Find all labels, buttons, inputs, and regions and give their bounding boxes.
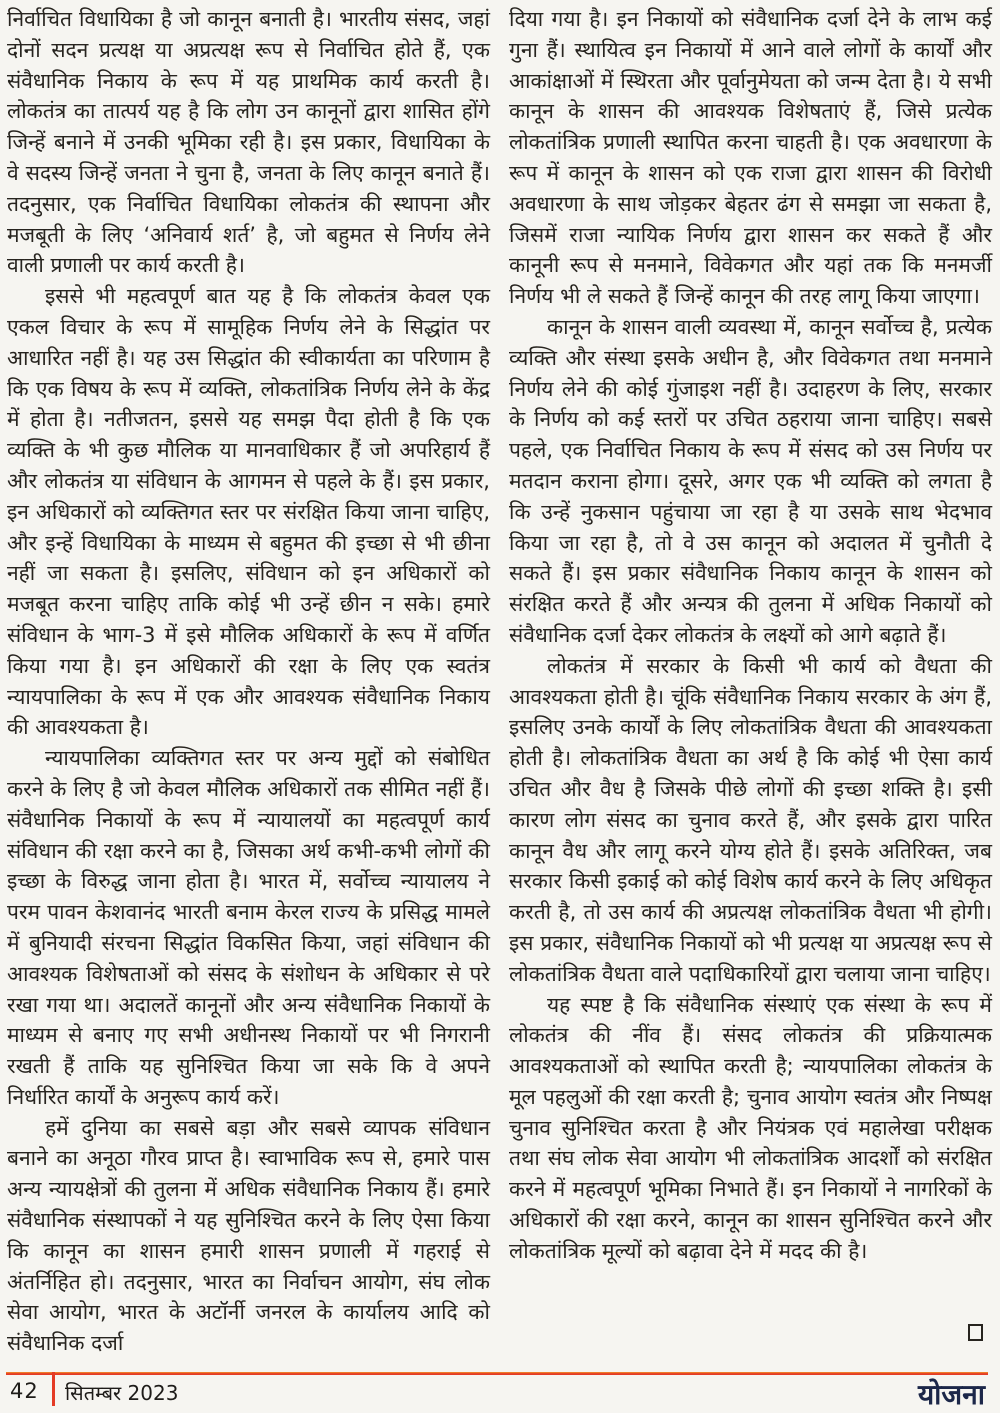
- paragraph: निर्वाचित विधायिका है जो कानून बनाती है। भारतीय संसद, जहां दोनों सदन प्रत्यक्ष या अप्रत्यक्ष रूप से निर्वाचित होते हैं, एक संवैधानिक निकाय के रूप में यह प्राथमिक कार्य करती है। लोकतंत्र का तात्पर्य यह है कि लोग उन कानूनों द्वारा शासित होंगे जिन्हें बनाने में उनकी भूमिका रही है। इस प्रकार, विधायिका के वे सदस्य जिन्हें जनता ने चुना है, जनता के लिए कानून बनाते हैं। तदनुसार, एक निर्वाचित विधायिका लोकतंत्र की स्थापना और मजबूती के लिए ‘अनिवार्य शर्त’ है, जो बहुमत से निर्णय लेने वाली प्रणाली पर कार्य करती है।: [7, 7, 490, 278]
- issue-date: सितम्बर 2023: [65, 1381, 179, 1405]
- paragraph: इससे भी महत्वपूर्ण बात यह है कि लोकतंत्र केवल एक एकल विचार के रूप में सामूहिक निर्णय लेने के सिद्धांत पर आधारित नहीं है। यह उस सिद्धांत की स्वीकार्यता का परिणाम है कि एक विषय के रूप में व्यक्ति, लोकतांत्रिक निर्णय लेने के केंद्र में होता है। नतीजतन, इससे यह समझ पैदा होती है कि एक व्यक्ति के भी कुछ मौलिक या मानवाधिकार हैं जो अपरिहार्य हैं और लोकतंत्र या संविधान के आगमन से पहले के हैं। इस प्रकार, इन अधिकारों को व्यक्तिगत स्तर पर संरक्षित किया जाना चाहिए, और इन्हें विधायिका के माध्यम से बहुमत की इच्छा से भी छीना नहीं जा सकता है। इसलिए, संविधान को इन अधिकारों को मजबूत करना चाहिए ताकि कोई भी उन्हें छीन न सके। हमारे संविधान के भाग-3 में इसे मौलिक अधिकारों के रूप में वर्णित किया गया है। इन अधिकारों की रक्षा के लिए एक स्वतंत्र न्यायपालिका के रूप में एक और आवश्यक संवैधानिक निकाय की आवश्यकता है।: [7, 284, 490, 740]
- paragraph: हमें दुनिया का सबसे बड़ा और सबसे व्यापक संविधान बनाने का अनूठा गौरव प्राप्त है। स्वाभाविक रूप से, हमारे पास अन्य न्यायक्षेत्रों की तुलना में अधिक संवैधानिक निकाय हैं। हमारे संवैधानिक संस्थापकों ने यह सुनिश्चित करने के लिए ऐसा किया कि कानून का शासन हमारी शासन प्रणाली में गहराई से अंतर्निहित हो। तदनुसार, भारत का निर्वाचन आयोग, संघ लोक सेवा आयोग, भारत के अटॉर्नी जनरल के कार्यालय आदि को संवैधानिक दर्जा: [7, 1115, 490, 1356]
- paragraph: लोकतंत्र में सरकार के किसी भी कार्य को वैधता की आवश्यकता होती है। चूंकि संवैधानिक निकाय सरकार के अंग हैं, इसलिए उनके कार्यों के लिए लोकतांत्रिक वैधता की आवश्यकता होती है। लोकतांत्रिक वैधता का अर्थ है कि कोई भी ऐसा कार्य उचित और वैध है जिसके पीछे लोगों की इच्छा शक्ति है। इसी कारण लोग संसद का चुनाव करते हैं, और इसके द्वारा पारित कानून वैध और लागू करने योग्य होते हैं। इसके अतिरिक्त, जब सरकार किसी इकाई को कोई विशेष कार्य करने के लिए अधिकृत करती है, तो उस कार्य की अप्रत्यक्ष लोकतांत्रिक वैधता भी होगी। इस प्रकार, संवैधानिक निकायों को भी प्रत्यक्ष या अप्रत्यक्ष रूप से लोकतांत्रिक वैधता वाले पदाधिकारियों द्वारा चलाया जाना चाहिए।: [509, 653, 992, 986]
- paragraph: दिया गया है। इन निकायों को संवैधानिक दर्जा देने के लाभ कई गुना हैं। स्थायित्व इन निकायों में आने वाले लोगों के कार्यों और आकांक्षाओं में स्थिरता और पूर्वानुमेयता को जन्म देता है। ये सभी कानून के शासन की आवश्यक विशेषताएं हैं, जिसे प्रत्येक लोकतांत्रिक प्रणाली स्थापित करना चाहती है। एक अवधारणा के रूप में कानून के शासन को एक राजा द्वारा शासन की विरोधी अवधारणा के साथ जोड़कर बेहतर ढंग से समझा जा सकता है, जिसमें राजा न्यायिक निर्णय द्वारा शासन कर सकते हैं और कानूनी रूप से मनमाने, विवेकगत और यहां तक कि मनमर्जी निर्णय भी ले सकते हैं जिन्हें कानून की तरह लागू किया जाएगा।: [509, 7, 992, 309]
- footer-left: [10, 1379, 178, 1407]
- footer-vertical-rule: [52, 1372, 55, 1406]
- page-number: 42: [10, 1379, 39, 1403]
- paragraph: यह स्पष्ट है कि संवैधानिक संस्थाएं एक संस्था के रूप में लोकतंत्र की नींव हैं। संसद लोकतंत्र की प्रक्रियात्मक आवश्यकताओं को स्थापित करती है; न्यायपालिका लोकतंत्र के मूल पहलुओं की रक्षा करती है; चुनाव आयोग स्वतंत्र और निष्पक्ष चुनाव सुनिश्चित करता है और नियंत्रक एवं महालेखा परीक्षक तथा संघ लोक सेवा आयोग भी लोकतांत्रिक आदर्शों को संरक्षित करने में महत्वपूर्ण भूमिका निभाते हैं। इन निकायों ने नागरिकों के अधिकारों की रक्षा करने, कानून का शासन सुनिश्चित करने और लोकतांत्रिक मूल्यों को बढ़ावा देने में मदद की है।: [509, 992, 992, 1263]
- article-body: [7, 4, 993, 1359]
- footer-divider-rule: [6, 1372, 988, 1375]
- paragraph: न्यायपालिका व्यक्तिगत स्तर पर अन्य मुद्दों को संबोधित करने के लिए है जो केवल मौलिक अधिकारों तक सीमित नहीं हैं। संवैधानिक निकायों के रूप में न्यायालयों का महत्वपूर्ण कार्य संविधान की रक्षा करने का है, जिसका अर्थ कभी-कभी लोगों की इच्छा के विरुद्ध जाना होता है। भारत में, सर्वोच्च न्यायालय ने परम पावन केशवानंद भारती बनाम केरल राज्य के प्रसिद्ध मामले में बुनियादी संरचना सिद्धांत विकसित किया, जहां संविधान की आवश्यक विशेषताओं को संसद के संशोधन के अधिकार से परे रखा गया था। अदालतें कानूनों और अन्य संवैधानिक निकायों के माध्यम से बनाए गए सभी अधीनस्थ निकायों पर भी निगरानी रखती हैं ताकि यह सुनिश्चित किया जा सके कि वे अपने निर्धारित कार्यों के अनुरूप कार्य करें।: [7, 746, 490, 1109]
- text-column-left: [7, 4, 490, 1359]
- magazine-title: योजना: [917, 1378, 985, 1411]
- paragraph: कानून के शासन वाली व्यवस्था में, कानून सर्वोच्च है, प्रत्येक व्यक्ति और संस्था इसके अधीन है, और विवेकगत तथा मनमाने निर्णय लेने की कोई गुंजाइश नहीं है। उदाहरण के लिए, सरकार के निर्णय को कई स्तरों पर उचित ठहराया जाना चाहिए। सबसे पहले, एक निर्वाचित निकाय के रूप में संसद को उस निर्णय पर मतदान कराना होगा। दूसरे, अगर एक भी व्यक्ति को लगता है कि उन्हें नुकसान पहुंचाया जा रहा है या उसके साथ भेदभाव किया जा रहा है, तो वे उस कानून को अदालत में चुनौती दे सकते हैं। इस प्रकार संवैधानिक निकाय कानून के शासन को संरक्षित करते हैं और अन्यत्र की तुलना में अधिक निकायों को संवैधानिक दर्जा देकर लोकतंत्र के लक्ष्यों को आगे बढ़ाते हैं।: [509, 314, 992, 647]
- end-of-article-square-icon: [968, 1324, 983, 1341]
- text-column-right: [509, 4, 992, 1359]
